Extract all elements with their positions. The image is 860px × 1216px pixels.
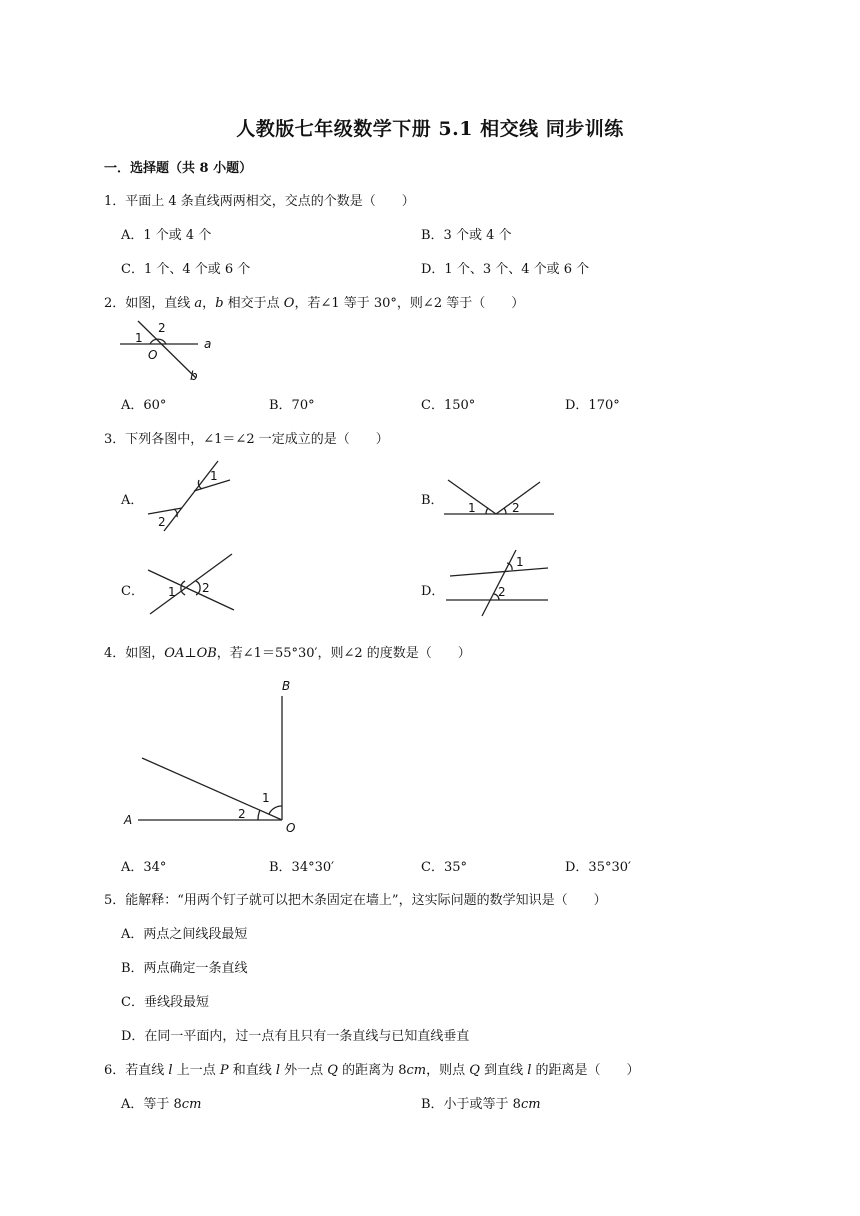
question-6-stem-part: 到直线 — [479, 1063, 528, 1078]
question-4-option-c: C．35° — [421, 860, 467, 875]
question-4-option-b: B．34°30′ — [269, 860, 335, 875]
question-2-stem-part: 相交于点 — [223, 296, 284, 311]
page-title: 人教版七年级数学下册 5.1 相交线 同步训练 — [236, 118, 624, 140]
question-1-option-c: C．1 个、4 个或 6 个 — [121, 262, 251, 277]
question-6-var: P — [219, 1063, 229, 1078]
label-angle-1: 1 — [468, 501, 476, 515]
question-3-option-b: B． — [421, 493, 444, 508]
label-angle-2: 2 — [512, 501, 520, 515]
question-2-option-b: B．70° — [269, 398, 315, 413]
question-4-perp: ⊥ — [184, 646, 197, 661]
question-1-option-d: D．1 个、3 个、4 个或 6 个 — [421, 262, 590, 277]
question-3-figure-d — [444, 548, 552, 618]
line-1 — [148, 570, 234, 610]
label-angle-2: 2 — [238, 807, 246, 821]
question-6-stem-part: 和直线 — [228, 1063, 276, 1078]
label-point-a: A — [124, 813, 133, 827]
question-6-stem-part: 外一点 — [280, 1063, 328, 1078]
label-angle-2: 2 — [158, 515, 166, 529]
question-4-option-a: A．34° — [121, 860, 167, 875]
question-6-unit: cm — [406, 1063, 427, 1078]
question-6-option-a-text: A．等于 8 — [121, 1097, 182, 1112]
question-3-figure-c — [144, 552, 238, 618]
question-2-option-d: D．170° — [565, 398, 620, 413]
question-1-option-b: B．3 个或 4 个 — [421, 228, 512, 243]
question-2-option-a: A．60° — [121, 398, 167, 413]
question-4-var-ob: OB — [196, 646, 217, 661]
section-heading: 一．选择题（共 8 小题） — [104, 161, 253, 176]
question-2-stem-part: ， — [202, 296, 216, 311]
question-6-option-b-text: B．小于或等于 8 — [421, 1097, 521, 1112]
question-3-option-a: A． — [121, 493, 144, 508]
label-point-o: O — [148, 348, 158, 362]
question-2-stem-part: 2．如图，直线 — [104, 296, 195, 311]
label-angle-1: 1 — [210, 469, 218, 483]
question-2-stem — [104, 292, 524, 311]
question-6-stem-part: 上一点 — [172, 1063, 220, 1078]
line-b — [138, 321, 196, 378]
question-3-option-c: C． — [121, 584, 144, 599]
question-2-figure — [118, 318, 218, 384]
question-6-var: Q — [327, 1063, 338, 1078]
question-3-stem: 3．下列各图中，∠1＝∠2 一定成立的是（ ） — [104, 432, 389, 447]
question-4-option-d: D．35°30′ — [565, 860, 631, 875]
question-2-var-o: O — [283, 296, 295, 311]
label-angle-1: 1 — [262, 791, 270, 805]
label-angle-1: 1 — [516, 555, 524, 569]
question-6-stem-part: 6．若直线 — [104, 1063, 169, 1078]
middle-ray — [142, 758, 282, 820]
angle-2-arc — [258, 810, 260, 820]
question-6-stem-part: 的距离是（ ） — [531, 1063, 640, 1078]
question-4-var-oa: OA — [164, 646, 185, 661]
label-angle-2: 2 — [498, 585, 506, 599]
label-angle-1: 1 — [168, 585, 176, 599]
line-2 — [150, 554, 232, 614]
upper-line — [450, 568, 548, 576]
question-6-option-a-unit: cm — [181, 1097, 202, 1112]
question-6-option-b-unit: cm — [520, 1097, 541, 1112]
question-6-stem-part: ，则点 — [426, 1063, 470, 1078]
question-2-option-c: C．150° — [421, 398, 476, 413]
question-6-option-a — [121, 1093, 201, 1112]
question-6-option-b — [421, 1093, 541, 1112]
question-2-var-b: b — [215, 296, 224, 311]
transversal — [482, 550, 516, 616]
question-5-option-c: C．垂线段最短 — [121, 995, 209, 1010]
question-6-var: Q — [469, 1063, 480, 1078]
question-3-option-d: D． — [421, 584, 445, 599]
question-5-stem: 5．能解释：“用两个钉子就可以把木条固定在墙上”，这实际问题的数学知识是（ ） — [104, 893, 607, 908]
question-1-stem: 1．平面上 4 条直线两两相交，交点的个数是（ ） — [104, 194, 415, 209]
question-3-figure-a — [144, 458, 236, 534]
question-1-option-a: A．1 个或 4 个 — [121, 228, 212, 243]
label-line-b: b — [190, 369, 198, 383]
label-point-o: O — [286, 821, 296, 835]
question-2-var-a: a — [194, 296, 203, 311]
question-6-var: l — [168, 1063, 173, 1078]
angle-1-arc — [269, 806, 282, 814]
angle-arc — [486, 508, 488, 514]
question-3-figure-b — [444, 474, 558, 518]
angle-arc — [181, 581, 185, 595]
question-4-stem — [104, 642, 471, 661]
label-angle-2: 2 — [158, 321, 166, 335]
question-2-stem-part: ，若∠1 等于 30°，则∠2 等于（ ） — [294, 296, 525, 311]
question-6-stem — [104, 1059, 640, 1078]
question-6-stem-part: 的距离为 8 — [337, 1063, 407, 1078]
question-4-stem-part: 4．如图， — [104, 646, 165, 661]
question-4-figure — [120, 674, 310, 838]
label-angle-1: 1 — [135, 331, 143, 345]
label-angle-2: 2 — [202, 581, 210, 595]
question-5-option-d: D．在同一平面内，过一点有且只有一条直线与已知直线垂直 — [121, 1029, 470, 1044]
question-6-var: l — [275, 1063, 281, 1078]
question-5-option-b: B．两点确定一条直线 — [121, 961, 248, 976]
angle-arc — [504, 508, 506, 514]
question-5-option-a: A．两点之间线段最短 — [121, 927, 248, 942]
label-line-a: a — [204, 337, 212, 351]
question-6-var: l — [527, 1063, 532, 1078]
label-point-b: B — [282, 679, 291, 693]
question-4-stem-part: ，若∠1＝55°30′，则∠2 的度数是（ ） — [216, 646, 471, 661]
